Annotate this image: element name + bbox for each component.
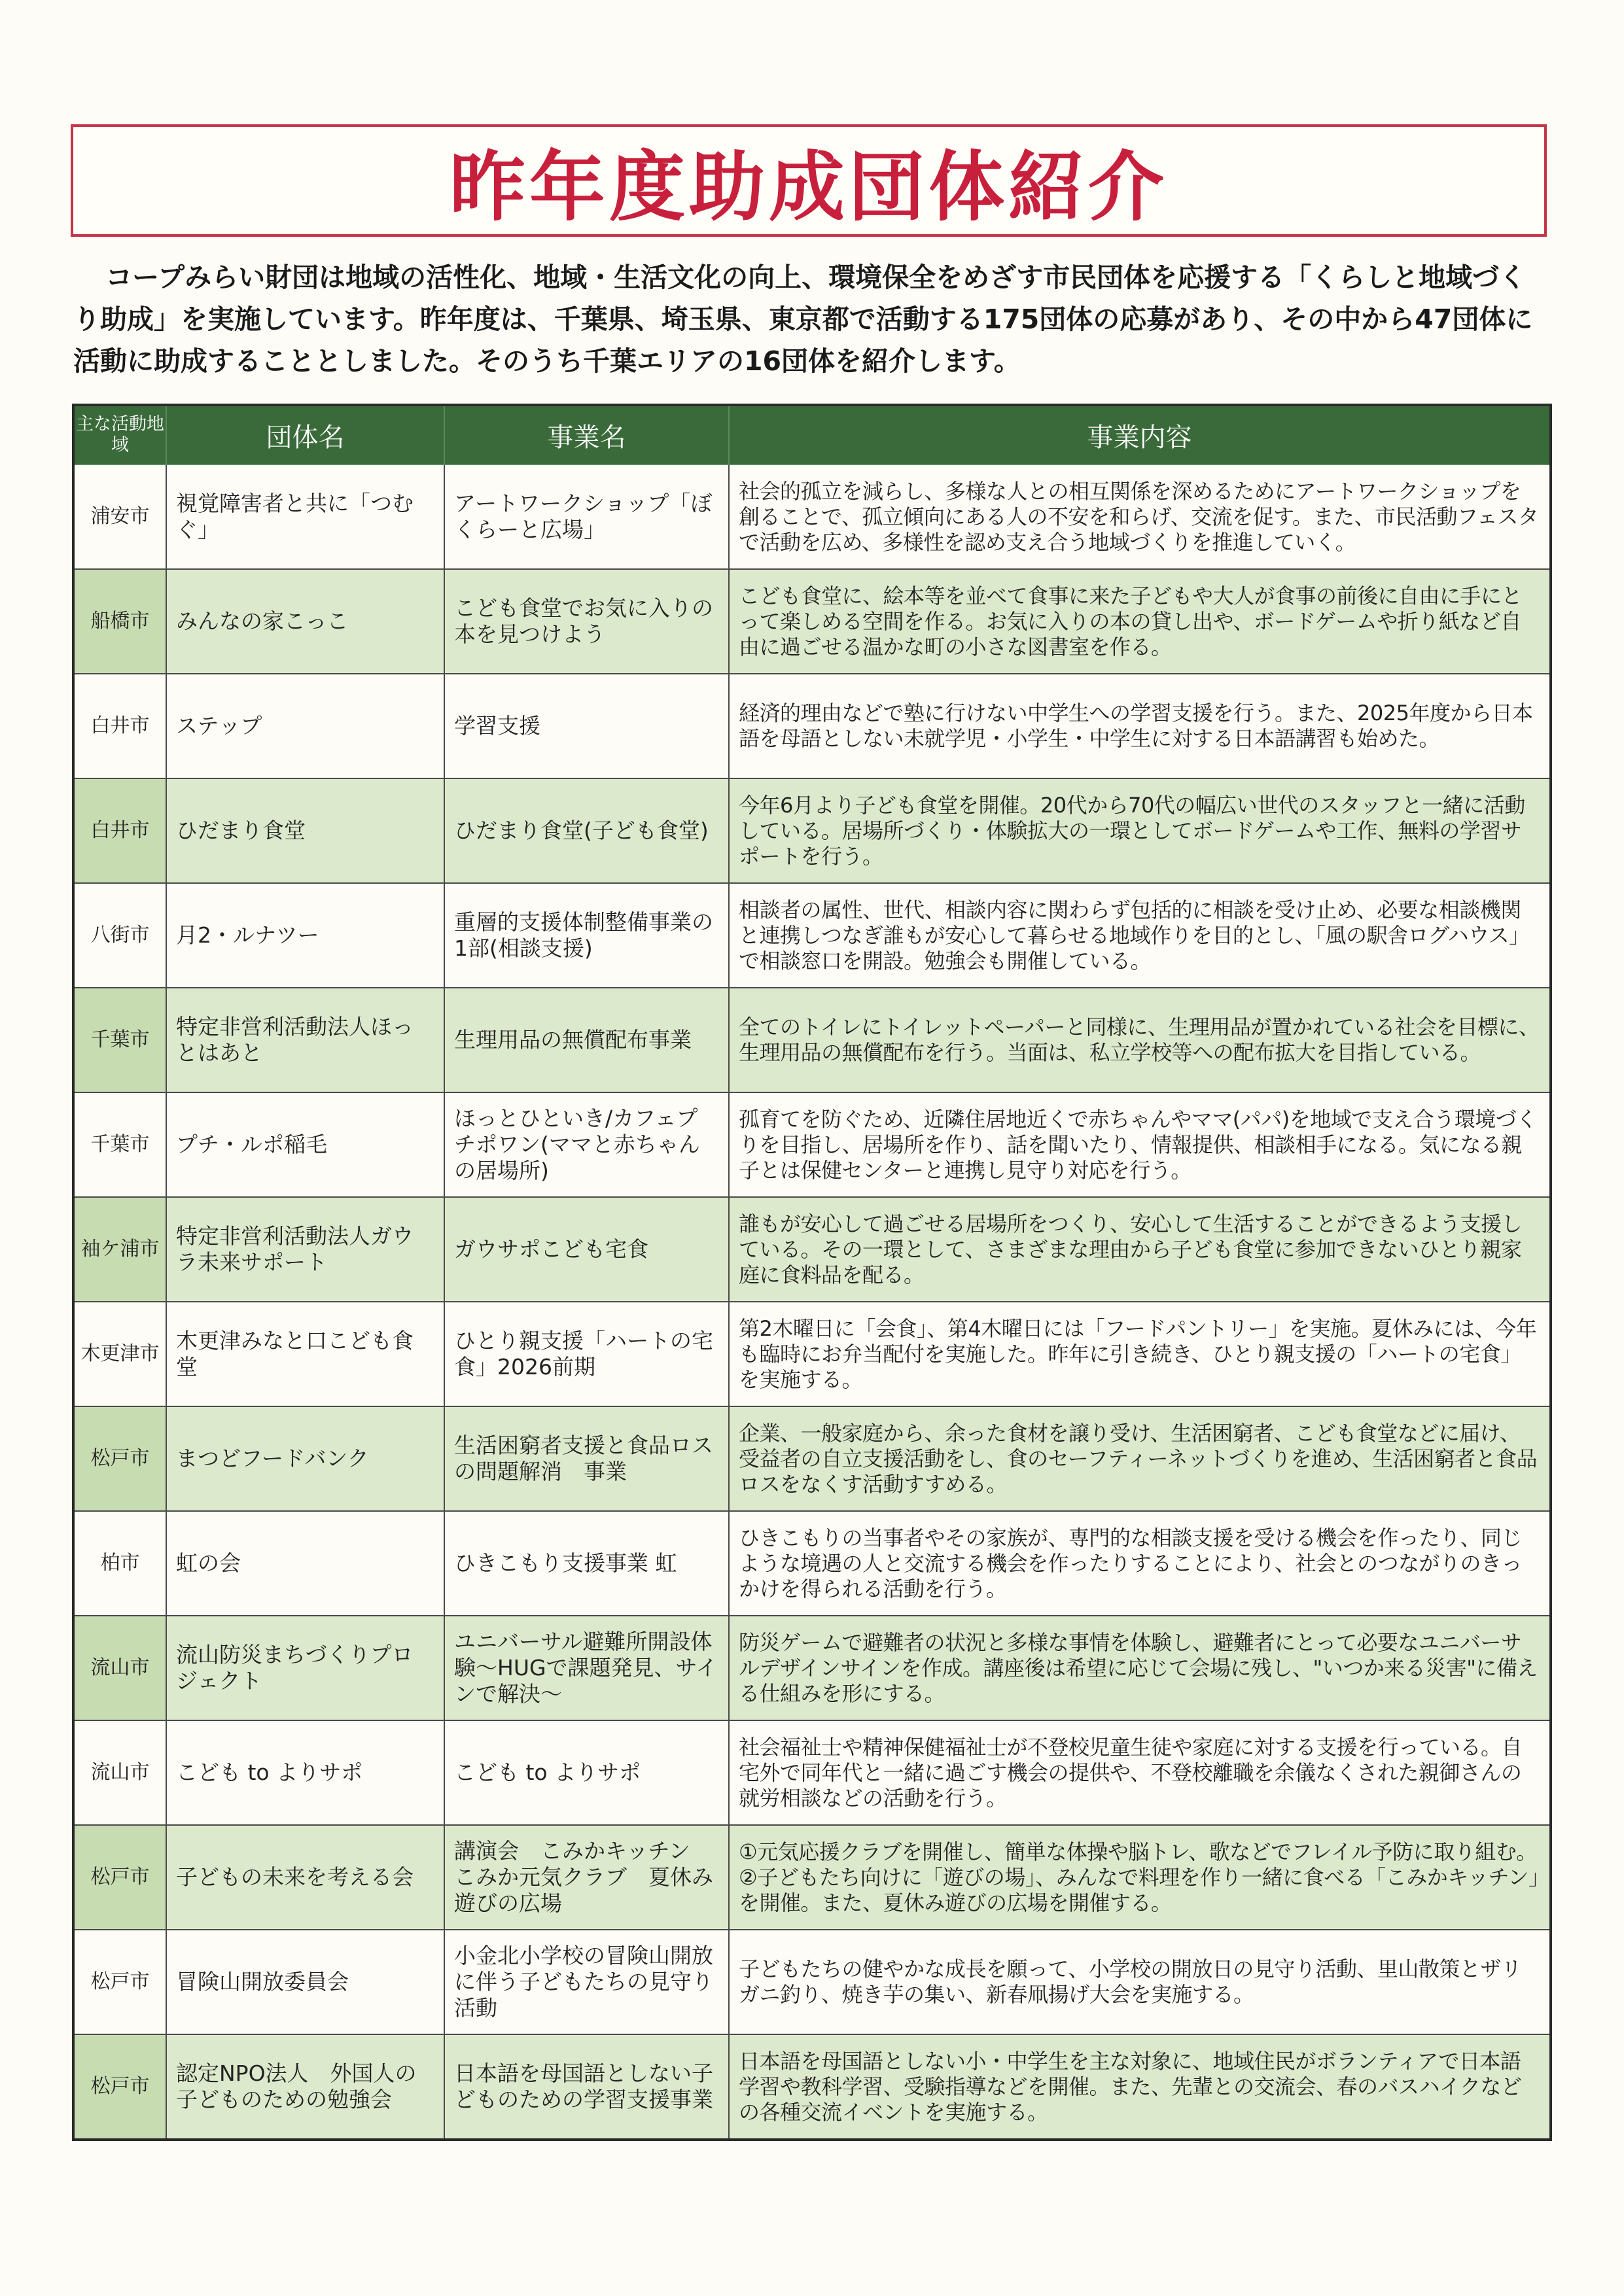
cell-project: 講演会 こみかキッチン こみか元気クラブ 夏休み遊びの広場 xyxy=(444,1825,729,1930)
header-area: 主な活動地域 xyxy=(73,405,166,464)
header-content: 事業内容 xyxy=(729,405,1551,464)
cell-content: こども食堂に、絵本等を並べて食事に来た子どもや大人が食事の前後に自由に手にとって楽しめる空間を作る。お気に入りの本の貸し出や、ボードゲームや折り紙など自由に過ごせる温かな町の小さな図書室を作る。 xyxy=(729,569,1551,674)
table-row xyxy=(73,1720,1551,1825)
cell-content: 日本語を母国語としない小・中学生を主な対象に、地域住民がボランティアで日本語学習や教科学習、受験指導などを開催。また、先輩との交流会、春のバスハイクなどの各種交流イベントを実施する。 xyxy=(729,2034,1551,2140)
table-row xyxy=(73,1302,1551,1406)
cell-content: 企業、一般家庭から、余った食材を譲り受け、生活困窮者、こども食堂などに届け、受益者の自立支援活動をし、食のセーフティーネットづくりを進め、生活困窮者と食品ロスをなくす活動すすめる。 xyxy=(729,1406,1551,1511)
table-row xyxy=(73,569,1551,674)
grants-table xyxy=(72,404,1552,2141)
cell-group: 流山防災まちづくりプロジェクト xyxy=(166,1616,444,1720)
header-group: 団体名 xyxy=(166,405,444,464)
table-row xyxy=(73,1092,1551,1197)
table-header-row xyxy=(73,405,1551,464)
cell-area: 八街市 xyxy=(73,883,166,988)
cell-group: ひだまり食堂 xyxy=(166,778,444,883)
cell-group: プチ・ルポ稲毛 xyxy=(166,1092,444,1197)
intro-text xyxy=(73,256,1552,382)
cell-group: 認定NPO法人 外国人の子どものための勉強会 xyxy=(166,2034,444,2140)
cell-area: 松戸市 xyxy=(73,1825,166,1930)
cell-project: 学習支援 xyxy=(444,674,729,778)
cell-project: こども食堂でお気に入りの本を見つけよう xyxy=(444,569,729,674)
cell-project: 生活困窮者支援と食品ロスの問題解消 事業 xyxy=(444,1406,729,1511)
cell-content: 今年6月より子ども食堂を開催。20代から70代の幅広い世代のスタッフと一緒に活動している。居場所づくり・体験拡大の一環としてボードゲームや工作、無料の学習サポートを行う。 xyxy=(729,778,1551,883)
cell-area: 松戸市 xyxy=(73,1930,166,2034)
cell-project: 生理用品の無償配布事業 xyxy=(444,988,729,1092)
cell-content: 孤育てを防ぐため、近隣住居地近くで赤ちゃんやママ(パパ)を地域で支え合う環境づくりを目指し、居場所を作り、話を聞いたり、情報提供、相談相手になる。気になる親子とは保健センターと連携し見守り対応を行う。 xyxy=(729,1092,1551,1197)
cell-content: ひきこもりの当事者やその家族が、専門的な相談支援を受ける機会を作ったり、同じような境遇の人と交流する機会を作ったりすることにより、社会とのつながりのきっかけを得られる活動を行う。 xyxy=(729,1511,1551,1616)
cell-group: 虹の会 xyxy=(166,1511,444,1616)
cell-group: 特定非営利活動法人ガウラ未来サポート xyxy=(166,1197,444,1302)
table-row xyxy=(73,2034,1551,2140)
header-project: 事業名 xyxy=(444,405,729,464)
cell-content: 誰もが安心して過ごせる居場所をつくり、安心して生活することができるよう支援している。その一環として、さまざまな理由から子ども食堂に参加できないひとり親家庭に食料品を配る。 xyxy=(729,1197,1551,1302)
cell-group: みんなの家こっこ xyxy=(166,569,444,674)
cell-area: 流山市 xyxy=(73,1616,166,1720)
cell-project: ひとり親支援「ハートの宅食」2026前期 xyxy=(444,1302,729,1406)
table-row xyxy=(73,1616,1551,1720)
cell-content: 子どもたちの健やかな成長を願って、小学校の開放日の見守り活動、里山散策とザリガニ釣り、焼き芋の集い、新春凧揚げ大会を実施する。 xyxy=(729,1930,1551,2034)
cell-group: ステップ xyxy=(166,674,444,778)
cell-project: 重層的支援体制整備事業の1部(相談支援) xyxy=(444,883,729,988)
cell-group: 月2・ルナツー xyxy=(166,883,444,988)
cell-content: 相談者の属性、世代、相談内容に関わらず包括的に相談を受け止め、必要な相談機関と連携しつなぎ誰もが安心して暮らせる地域作りを目的とし、「風の駅舎ログハウス」で相談窓口を開設。勉強会も開催している。 xyxy=(729,883,1551,988)
table-row xyxy=(73,1406,1551,1511)
table-row xyxy=(73,464,1551,569)
cell-group: 視覚障害者と共に「つむぐ」 xyxy=(166,464,444,569)
cell-area: 袖ケ浦市 xyxy=(73,1197,166,1302)
cell-group: こども to よりサポ xyxy=(166,1720,444,1825)
cell-project: 日本語を母国語としない子どものための学習支援事業 xyxy=(444,2034,729,2140)
cell-project: こども to よりサポ xyxy=(444,1720,729,1825)
cell-area: 千葉市 xyxy=(73,988,166,1092)
cell-group: 木更津みなと口こども食堂 xyxy=(166,1302,444,1406)
cell-content: 全てのトイレにトイレットペーパーと同様に、生理用品が置かれている社会を目標に、生理用品の無償配布を行う。当面は、私立学校等への配布拡大を目指している。 xyxy=(729,988,1551,1092)
cell-area: 流山市 xyxy=(73,1720,166,1825)
table-row xyxy=(73,1197,1551,1302)
cell-content: 社会的孤立を減らし、多様な人との相互関係を深めるためにアートワークショップを創ることで、孤立傾向にある人の不安を和らげ、交流を促す。また、市民活動フェスタで活動を広め、多様性を認め支え合う地域づくりを推進していく。 xyxy=(729,464,1551,569)
cell-area: 柏市 xyxy=(73,1511,166,1616)
table-row xyxy=(73,674,1551,778)
cell-content: 経済的理由などで塾に行けない中学生への学習支援を行う。また、2025年度から日本語を母語としない未就学児・小学生・中学生に対する日本語講習も始めた。 xyxy=(729,674,1551,778)
cell-project: ほっとひといき/カフェプチポワン(ママと赤ちゃんの居場所) xyxy=(444,1092,729,1197)
table-row xyxy=(73,988,1551,1092)
cell-content: 第2木曜日に「会食」、第4木曜日には「フードパントリー」を実施。夏休みには、今年も臨時にお弁当配付を実施した。昨年に引き続き、ひとり親支援の「ハートの宅食」を実施する。 xyxy=(729,1302,1551,1406)
cell-project: ひだまり食堂(子ども食堂) xyxy=(444,778,729,883)
cell-area: 松戸市 xyxy=(73,2034,166,2140)
table-row xyxy=(73,1825,1551,1930)
table-body xyxy=(73,464,1551,2140)
cell-content: 防災ゲームで避難者の状況と多様な事情を体験し、避難者にとって必要なユニバーサルデザインサインを作成。講座後は希望に応じて会場に残し、"いつか来る災害"に備える仕組みを形にする。 xyxy=(729,1616,1551,1720)
cell-content: 社会福祉士や精神保健福祉士が不登校児童生徒や家庭に対する支援を行っている。自宅外で同年代と一緒に過ごす機会の提供や、不登校離職を余儀なくされた親御さんの就労相談などの活動を行う。 xyxy=(729,1720,1551,1825)
cell-area: 白井市 xyxy=(73,674,166,778)
cell-project: ひきこもり支援事業 虹 xyxy=(444,1511,729,1616)
cell-area: 千葉市 xyxy=(73,1092,166,1197)
cell-project: ユニバーサル避難所開設体験～HUGで課題発見、サインで解決～ xyxy=(444,1616,729,1720)
cell-project: 小金北小学校の冒険山開放に伴う子どもたちの見守り活動 xyxy=(444,1930,729,2034)
table-row xyxy=(73,778,1551,883)
cell-area: 浦安市 xyxy=(73,464,166,569)
table-row xyxy=(73,1930,1551,2034)
cell-project: ガウサポこども宅食 xyxy=(444,1197,729,1302)
page-title: 昨年度助成団体紹介 xyxy=(450,143,1168,232)
cell-area: 船橋市 xyxy=(73,569,166,674)
cell-group: まつどフードバンク xyxy=(166,1406,444,1511)
cell-project: アートワークショップ「ぼくらーと広場」 xyxy=(444,464,729,569)
cell-area: 白井市 xyxy=(73,778,166,883)
cell-content: ①元気応援クラブを開催し、簡単な体操や脳トレ、歌などでフレイル予防に取り組む。②子どもたち向けに「遊びの場」、みんなで料理を作り一緒に食べる「こみかキッチン」を開催。また、夏休み遊びの広場を開催する。 xyxy=(729,1825,1551,1930)
cell-area: 木更津市 xyxy=(73,1302,166,1406)
table-row xyxy=(73,883,1551,988)
cell-group: 子どもの未来を考える会 xyxy=(166,1825,444,1930)
cell-area: 松戸市 xyxy=(73,1406,166,1511)
title-box xyxy=(71,124,1547,237)
table-row xyxy=(73,1511,1551,1616)
cell-group: 冒険山開放委員会 xyxy=(166,1930,444,2034)
cell-group: 特定非営利活動法人ほっとはあと xyxy=(166,988,444,1092)
intro-paragraph: コープみらい財団は地域の活性化、地域・生活文化の向上、環境保全をめざす市民団体を応援する「くらしと地域づくり助成」を実施しています。昨年度は、千葉県、埼玉県、東京都で活動する175団体の応募があり、その中から47団体に活動に助成することとしました。そのうち千葉エリアの16団体を紹介します。 xyxy=(73,262,1533,377)
